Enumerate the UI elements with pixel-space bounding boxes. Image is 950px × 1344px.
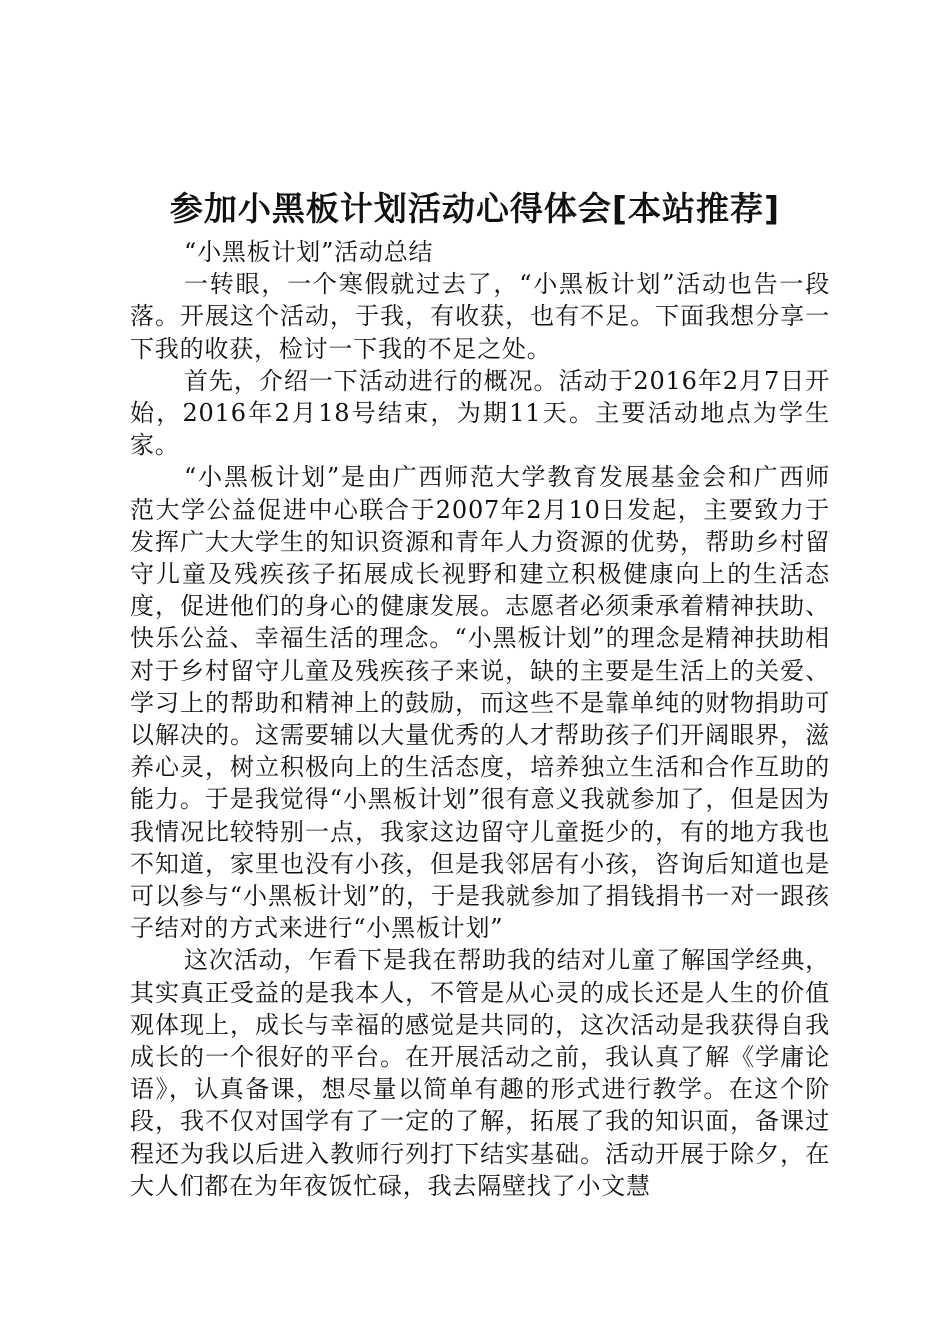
section-heading: “小黑板计划”活动总结 xyxy=(184,238,434,266)
paragraph-reflection: 这次活动，乍看下是我在帮助我的结对儿童了解国学经典，其实真正受益的是我本人，不管是从心灵的成长还是人生的价值观体现上，成长与幸福的感觉是共同的，这次活动是我获得自我成长的一个很好的平台。在开展活动之前，我认真了解《学庸论语》，认真备课，想尽量以简单有趣的形式进行教学。在这个阶段，我不仅对国学有了一定的了解，拓展了我的知识面，备课过程还为我以后进入教师行列打下结实基础。活动开展于除夕，在大人们都在为年夜饭忙碌，我去隔壁找了小文慧 xyxy=(130,946,830,1200)
document-title: 参加小黑板计划活动心得体会[本站推荐] xyxy=(169,189,781,228)
paragraph-overview: 首先，介绍一下活动进行的概况。活动于2016年2月7日开始，2016年2月18号结束，为期11天。主要活动地点为学生家。 xyxy=(130,366,830,460)
paragraph-program-description: “小黑板计划”是由广西师范大学教育发展基金会和广西师范大学公益促进中心联合于2007年2月10日发起，主要致力于发挥广大大学生的知识资源和青年人力资源的优势，帮助乡村留守儿童及残疾孩子拓展成长视野和建立积极健康向上的生活态度，促进他们的身心的健康发展。志愿者必须秉承着精神扶助、快乐公益、幸福生活的理念。“小黑板计划”的理念是精神扶助相对于乡村留守儿童及残疾孩子来说，缺的主要是生活上的关爱、学习上的帮助和精神上的鼓励，而这些不是靠单纯的财物捐助可以解决的。这需要辅以大量优秀的人才帮助孩子们开阔眼界，滋养心灵，树立积极向上的生活态度，培养独立生活和合作互助的能力。于是我觉得“小黑板计划”很有意义我就参加了，但是因为我情况比较特别一点，我家这边留守儿童挺少的，有的地方我也不知道，家里也没有小孩，但是我邻居有小孩，咨询后知道也是可以参与“小黑板计划”的，于是我就参加了捐钱捐书一对一跟孩子结对的方式来进行“小黑板计划” xyxy=(130,463,830,943)
document-body xyxy=(130,236,830,1202)
paragraph-intro: 一转眼，一个寒假就过去了，“小黑板计划”活动也告一段落。开展这个活动，于我，有收获，也有不足。下面我想分享一下我的收获，检讨一下我的不足之处。 xyxy=(130,270,830,363)
